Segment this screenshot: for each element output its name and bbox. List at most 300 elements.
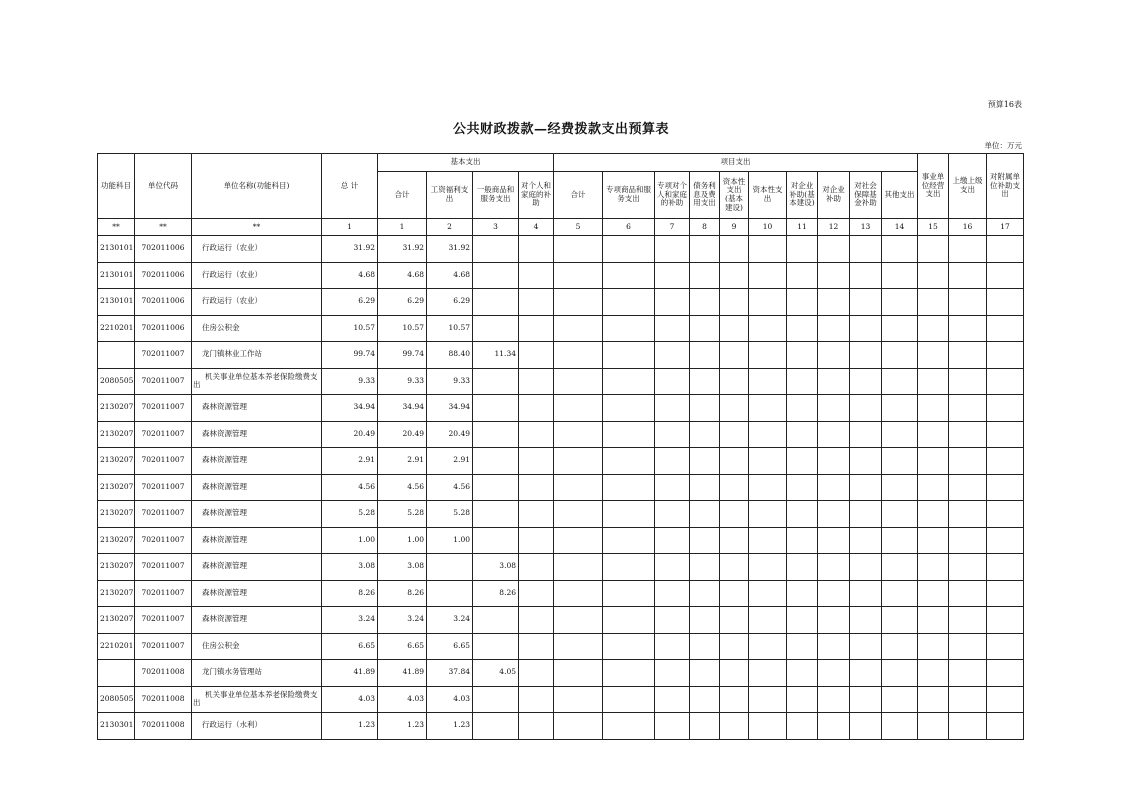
empty-cell [720, 342, 749, 369]
basic-total-cell: 6.65 [378, 633, 427, 660]
empty-cell [850, 315, 882, 342]
empty-cell [554, 686, 603, 713]
total-cell: 31.92 [322, 236, 378, 263]
func-code-cell: 2130207 [98, 395, 135, 422]
func-code-cell: 2080505 [98, 368, 135, 395]
empty-cell [787, 554, 818, 581]
wages-cell: 1.00 [427, 527, 473, 554]
column-index-cell: 4 [519, 219, 554, 236]
empty-cell [949, 342, 987, 369]
empty-cell [918, 289, 949, 316]
func-code-cell: 2130207 [98, 527, 135, 554]
empty-cell [720, 421, 749, 448]
column-index-cell: 1 [378, 219, 427, 236]
goods-cell: 4.05 [473, 660, 519, 687]
empty-cell [882, 236, 918, 263]
empty-cell [603, 527, 655, 554]
wages-cell [427, 580, 473, 607]
empty-cell [850, 633, 882, 660]
basic-total-cell: 20.49 [378, 421, 427, 448]
empty-cell [987, 580, 1024, 607]
empty-cell [554, 395, 603, 422]
empty-cell [850, 342, 882, 369]
table-row [98, 289, 1024, 316]
table-row [98, 580, 1024, 607]
empty-cell [655, 262, 690, 289]
empty-cell [690, 633, 720, 660]
header-goods: 一般商品和服务支出 [473, 172, 519, 219]
empty-cell [882, 686, 918, 713]
empty-cell [554, 713, 603, 740]
table-row [98, 501, 1024, 528]
empty-cell [720, 554, 749, 581]
unit-name-cell: 森林资源管理 [192, 448, 322, 475]
table-body [98, 236, 1024, 740]
empty-cell [603, 580, 655, 607]
unit-code-cell: 702011006 [135, 236, 192, 263]
empty-cell [749, 368, 787, 395]
empty-cell [818, 448, 850, 475]
table-row [98, 236, 1024, 263]
wages-cell: 4.03 [427, 686, 473, 713]
empty-cell [655, 395, 690, 422]
total-cell: 20.49 [322, 421, 378, 448]
empty-cell [603, 315, 655, 342]
empty-cell [554, 633, 603, 660]
empty-cell [987, 686, 1024, 713]
header-social-security: 对社会保障基金补助 [850, 172, 882, 219]
empty-cell [987, 395, 1024, 422]
empty-cell [787, 660, 818, 687]
unit-name-cell: 行政运行（农业） [192, 289, 322, 316]
unit-code-cell: 702011007 [135, 554, 192, 581]
empty-cell [519, 474, 554, 501]
empty-cell [603, 660, 655, 687]
empty-cell [949, 368, 987, 395]
unit-code-cell: 702011006 [135, 262, 192, 289]
empty-cell [519, 421, 554, 448]
empty-cell [690, 448, 720, 475]
empty-cell [690, 474, 720, 501]
empty-cell [554, 368, 603, 395]
empty-cell [690, 395, 720, 422]
column-index-cell: 7 [655, 219, 690, 236]
func-code-cell: 2130207 [98, 580, 135, 607]
empty-cell [850, 660, 882, 687]
empty-cell [690, 421, 720, 448]
empty-cell [519, 262, 554, 289]
empty-cell [655, 713, 690, 740]
column-index-cell: 10 [749, 219, 787, 236]
empty-cell [882, 554, 918, 581]
empty-cell [949, 395, 987, 422]
empty-cell [519, 289, 554, 316]
empty-cell [787, 262, 818, 289]
column-index-cell: 11 [787, 219, 818, 236]
empty-cell [818, 527, 850, 554]
empty-cell [787, 289, 818, 316]
unit-code-cell: 702011007 [135, 342, 192, 369]
unit-name-cell: 森林资源管理 [192, 580, 322, 607]
basic-total-cell: 2.91 [378, 448, 427, 475]
header-enterprise: 对企业补助 [818, 172, 850, 219]
empty-cell [720, 395, 749, 422]
empty-cell [818, 660, 850, 687]
unit-name-cell: 龙门镇水务管理站 [192, 660, 322, 687]
header-unit-code: 单位代码 [135, 154, 192, 219]
total-cell: 4.68 [322, 262, 378, 289]
empty-cell [850, 527, 882, 554]
empty-cell [554, 580, 603, 607]
empty-cell [690, 713, 720, 740]
empty-cell [850, 421, 882, 448]
empty-cell [818, 607, 850, 634]
empty-cell [720, 660, 749, 687]
unit-code-cell: 702011008 [135, 660, 192, 687]
empty-cell [987, 421, 1024, 448]
empty-cell [818, 713, 850, 740]
empty-cell [850, 580, 882, 607]
empty-cell [987, 262, 1024, 289]
table-row [98, 607, 1024, 634]
wages-cell: 5.28 [427, 501, 473, 528]
total-cell: 1.23 [322, 713, 378, 740]
empty-cell [720, 686, 749, 713]
func-code-cell: 2130207 [98, 474, 135, 501]
table-row [98, 633, 1024, 660]
column-index-cell: 5 [554, 219, 603, 236]
empty-cell [655, 315, 690, 342]
empty-cell [519, 554, 554, 581]
goods-cell [473, 448, 519, 475]
empty-cell [987, 289, 1024, 316]
empty-cell [787, 713, 818, 740]
empty-cell [655, 501, 690, 528]
empty-cell [690, 236, 720, 263]
empty-cell [655, 368, 690, 395]
empty-cell [749, 421, 787, 448]
empty-cell [918, 474, 949, 501]
empty-cell [603, 713, 655, 740]
unit-name-cell: 行政运行（农业） [192, 236, 322, 263]
empty-cell [787, 342, 818, 369]
empty-cell [850, 262, 882, 289]
unit-name-cell: 森林资源管理 [192, 474, 322, 501]
table-row [98, 686, 1024, 713]
empty-cell [749, 289, 787, 316]
empty-cell [690, 660, 720, 687]
unit-label: 单位：万元 [984, 141, 1022, 150]
empty-cell [720, 633, 749, 660]
func-code-cell: 2130207 [98, 448, 135, 475]
header-to-individuals: 对个人和家庭的补助 [519, 172, 554, 219]
empty-cell [850, 395, 882, 422]
unit-name-cell: 森林资源管理 [192, 527, 322, 554]
empty-cell [918, 686, 949, 713]
empty-cell [850, 289, 882, 316]
basic-total-cell: 3.08 [378, 554, 427, 581]
empty-cell [720, 236, 749, 263]
empty-cell [787, 501, 818, 528]
empty-cell [818, 501, 850, 528]
empty-cell [554, 660, 603, 687]
unit-code-cell: 702011007 [135, 633, 192, 660]
goods-cell: 8.26 [473, 580, 519, 607]
empty-cell [749, 448, 787, 475]
empty-cell [987, 236, 1024, 263]
header-upper-level: 上缴上级支出 [949, 154, 987, 219]
empty-cell [882, 368, 918, 395]
empty-cell [554, 554, 603, 581]
empty-cell [749, 342, 787, 369]
unit-code-cell: 702011007 [135, 607, 192, 634]
empty-cell [918, 527, 949, 554]
header-total: 总 计 [322, 154, 378, 219]
empty-cell [690, 262, 720, 289]
empty-cell [949, 713, 987, 740]
goods-cell [473, 474, 519, 501]
header-row-1 [98, 154, 1024, 172]
empty-cell [690, 527, 720, 554]
empty-cell [949, 554, 987, 581]
empty-cell [749, 713, 787, 740]
table-row [98, 554, 1024, 581]
total-cell: 10.57 [322, 315, 378, 342]
empty-cell [949, 448, 987, 475]
wages-cell: 20.49 [427, 421, 473, 448]
empty-cell [882, 527, 918, 554]
basic-total-cell: 1.00 [378, 527, 427, 554]
column-index-cell: 13 [850, 219, 882, 236]
goods-cell [473, 395, 519, 422]
empty-cell [554, 501, 603, 528]
empty-cell [603, 474, 655, 501]
basic-total-cell: 3.24 [378, 607, 427, 634]
empty-cell [787, 580, 818, 607]
empty-cell [749, 474, 787, 501]
empty-cell [949, 686, 987, 713]
empty-cell [519, 633, 554, 660]
empty-cell [818, 474, 850, 501]
wages-cell: 3.24 [427, 607, 473, 634]
empty-cell [787, 315, 818, 342]
unit-code-cell: 702011008 [135, 686, 192, 713]
empty-cell [882, 501, 918, 528]
header-debt-interest: 债务利息及费用支出 [690, 172, 720, 219]
goods-cell [473, 315, 519, 342]
empty-cell [918, 368, 949, 395]
basic-total-cell: 31.92 [378, 236, 427, 263]
empty-cell [987, 713, 1024, 740]
wages-cell: 2.91 [427, 448, 473, 475]
empty-cell [603, 686, 655, 713]
unit-name-cell: 住房公积金 [192, 315, 322, 342]
func-code-cell: 2130207 [98, 607, 135, 634]
empty-cell [918, 660, 949, 687]
empty-cell [749, 315, 787, 342]
goods-cell [473, 607, 519, 634]
empty-cell [818, 554, 850, 581]
total-cell: 2.91 [322, 448, 378, 475]
empty-cell [818, 368, 850, 395]
empty-cell [787, 448, 818, 475]
empty-cell [787, 607, 818, 634]
empty-cell [882, 262, 918, 289]
empty-cell [787, 633, 818, 660]
empty-cell [882, 289, 918, 316]
empty-cell [519, 315, 554, 342]
goods-cell [473, 236, 519, 263]
func-code-cell [98, 342, 135, 369]
header-special-goods: 专项商品和服务支出 [603, 172, 655, 219]
empty-cell [603, 395, 655, 422]
empty-cell [655, 236, 690, 263]
table-row [98, 421, 1024, 448]
empty-cell [554, 421, 603, 448]
total-cell: 41.89 [322, 660, 378, 687]
empty-cell [787, 686, 818, 713]
table-row [98, 713, 1024, 740]
empty-cell [554, 527, 603, 554]
table-row [98, 395, 1024, 422]
empty-cell [720, 580, 749, 607]
basic-total-cell: 9.33 [378, 368, 427, 395]
func-code-cell: 2130207 [98, 554, 135, 581]
empty-cell [787, 395, 818, 422]
empty-cell [720, 368, 749, 395]
empty-cell [720, 527, 749, 554]
empty-cell [882, 342, 918, 369]
column-index-cell: 12 [818, 219, 850, 236]
empty-cell [918, 633, 949, 660]
empty-cell [554, 236, 603, 263]
header-func-code: 功能科目 [98, 154, 135, 219]
goods-cell [473, 262, 519, 289]
empty-cell [749, 501, 787, 528]
empty-cell [554, 607, 603, 634]
unit-code-cell: 702011007 [135, 527, 192, 554]
empty-cell [519, 660, 554, 687]
goods-cell [473, 289, 519, 316]
empty-cell [918, 501, 949, 528]
empty-cell [987, 315, 1024, 342]
empty-cell [949, 660, 987, 687]
empty-cell [949, 315, 987, 342]
wages-cell: 10.57 [427, 315, 473, 342]
empty-cell [882, 633, 918, 660]
empty-cell [690, 580, 720, 607]
empty-cell [882, 580, 918, 607]
empty-cell [603, 448, 655, 475]
empty-cell [603, 262, 655, 289]
empty-cell [655, 448, 690, 475]
empty-cell [949, 607, 987, 634]
header-project-total: 合计 [554, 172, 603, 219]
goods-cell [473, 368, 519, 395]
empty-cell [850, 554, 882, 581]
empty-cell [918, 342, 949, 369]
basic-total-cell: 34.94 [378, 395, 427, 422]
empty-cell [787, 368, 818, 395]
wages-cell: 6.65 [427, 633, 473, 660]
header-enterprise-construction: 对企业补助(基本建设) [787, 172, 818, 219]
empty-cell [787, 236, 818, 263]
empty-cell [949, 289, 987, 316]
header-project-expenditure: 项目支出 [554, 154, 918, 172]
basic-total-cell: 1.23 [378, 713, 427, 740]
empty-cell [818, 289, 850, 316]
empty-cell [918, 262, 949, 289]
total-cell: 3.08 [322, 554, 378, 581]
empty-cell [554, 315, 603, 342]
empty-cell [720, 448, 749, 475]
empty-cell [749, 527, 787, 554]
header-biz-operation: 事业单位经营支出 [918, 154, 949, 219]
table-row [98, 315, 1024, 342]
unit-code-cell: 702011006 [135, 289, 192, 316]
empty-cell [554, 474, 603, 501]
table-row [98, 660, 1024, 687]
basic-total-cell: 4.03 [378, 686, 427, 713]
empty-cell [987, 448, 1024, 475]
empty-cell [749, 236, 787, 263]
empty-cell [882, 448, 918, 475]
basic-total-cell: 10.57 [378, 315, 427, 342]
empty-cell [918, 607, 949, 634]
empty-cell [818, 686, 850, 713]
form-number: 预算16表 [987, 100, 1022, 109]
empty-cell [720, 501, 749, 528]
total-cell: 8.26 [322, 580, 378, 607]
empty-cell [655, 580, 690, 607]
table-row [98, 368, 1024, 395]
unit-name-cell: 行政运行（水利） [192, 713, 322, 740]
empty-cell [720, 262, 749, 289]
empty-cell [655, 474, 690, 501]
table-row [98, 342, 1024, 369]
empty-cell [603, 501, 655, 528]
total-cell: 6.29 [322, 289, 378, 316]
unit-code-cell: 702011007 [135, 501, 192, 528]
empty-cell [949, 236, 987, 263]
unit-name-cell: 机关事业单位基本养老保险缴费支出 [192, 368, 322, 395]
empty-cell [690, 686, 720, 713]
unit-name-cell: 行政运行（农业） [192, 262, 322, 289]
basic-total-cell: 6.29 [378, 289, 427, 316]
empty-cell [554, 262, 603, 289]
total-cell: 99.74 [322, 342, 378, 369]
empty-cell [519, 686, 554, 713]
empty-cell [949, 527, 987, 554]
basic-total-cell: 8.26 [378, 580, 427, 607]
wages-cell: 9.33 [427, 368, 473, 395]
empty-cell [787, 474, 818, 501]
empty-cell [818, 395, 850, 422]
total-cell: 5.28 [322, 501, 378, 528]
total-cell: 9.33 [322, 368, 378, 395]
func-code-cell: 2130207 [98, 421, 135, 448]
empty-cell [720, 607, 749, 634]
func-code-cell: 2210201 [98, 633, 135, 660]
empty-cell [882, 421, 918, 448]
empty-cell [882, 395, 918, 422]
header-special-individuals: 专项对个人和家庭的补助 [655, 172, 690, 219]
unit-name-cell: 森林资源管理 [192, 421, 322, 448]
empty-cell [749, 395, 787, 422]
column-index-cell: ** [135, 219, 192, 236]
table-row [98, 474, 1024, 501]
unit-name-cell: 森林资源管理 [192, 554, 322, 581]
